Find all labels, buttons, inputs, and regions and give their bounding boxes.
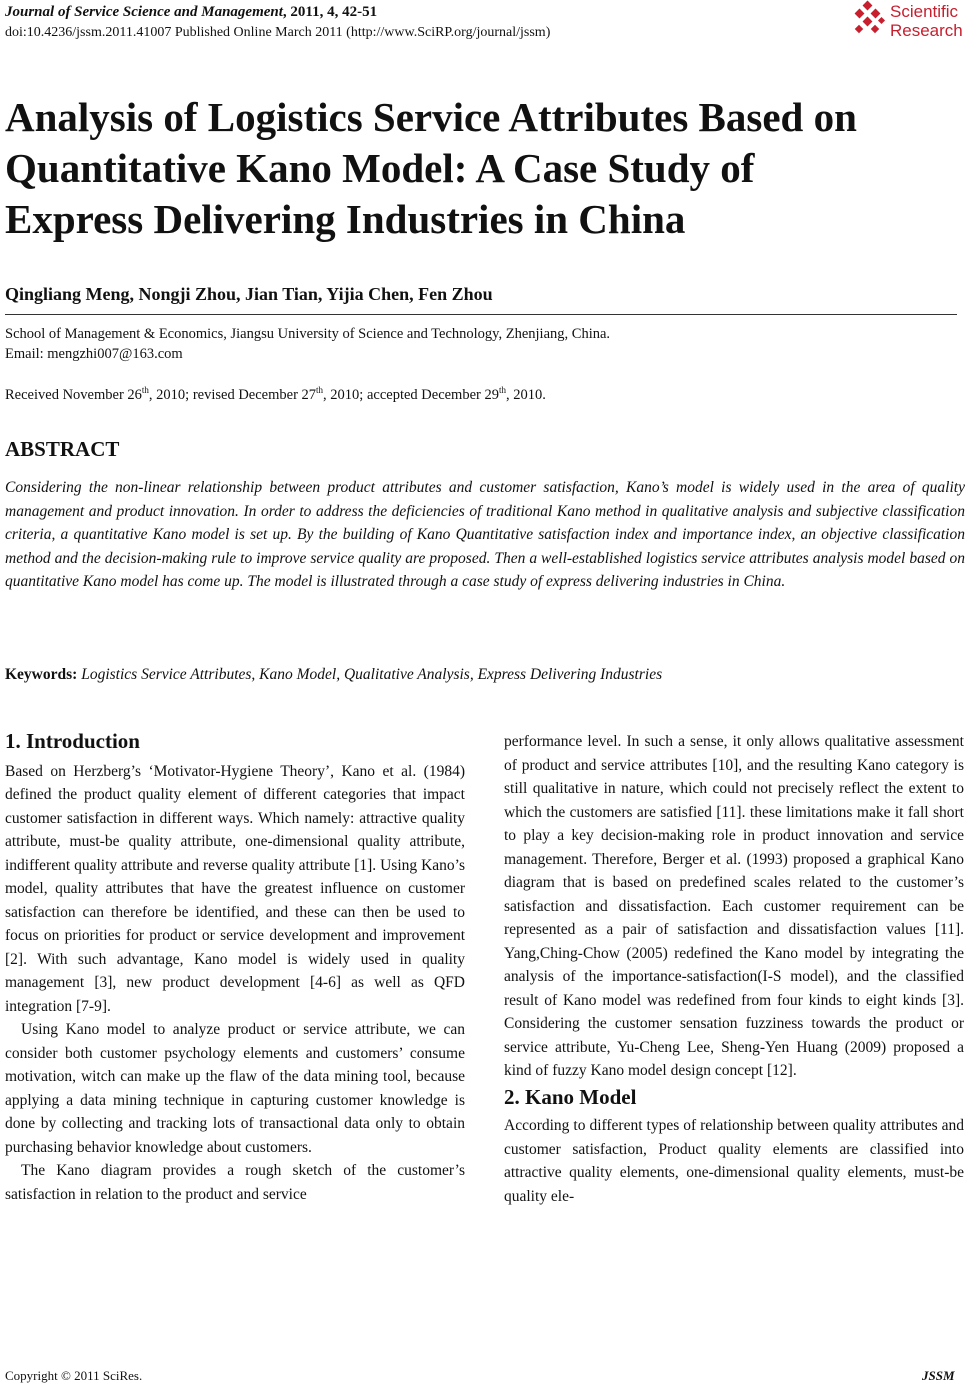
- journal-issue: , 2011, 4, 42-51: [282, 4, 378, 20]
- paragraph: According to different types of relationship between quality attributes and customer satisfaction, Product quality elements are classified into attractive quality elements, one-dimensional quality elements, must-be quality ele-: [504, 1117, 964, 1205]
- date-end: , 2010.: [506, 386, 546, 403]
- journal-header: [5, 4, 377, 21]
- paragraph: Based on Herzberg’s ‘Motivator-Hygiene Theory’, Kano et al. (1984) defined the product quality element of different categories that impact customer satisfaction in different ways. Which namely: attractive quality attribute, must-be quality attribute, one-dimensional quality attribute, indifferent quality attribute and reverse quality attribute [1]. Using Kano’s model, quality attributes that have the greatest influence on customer satisfaction can therefore be identified, and these can then be used to focus on priorities for product or service development and improvement [2]. With such advantage, Kano model is widely used in quality management [3], new product development [4-6] as well as QFD integration [7-9].: [5, 762, 465, 1015]
- publisher-line-1: Scientific: [890, 2, 959, 21]
- keywords-label: Keywords: [5, 666, 73, 683]
- journal-name: Journal of Service Science and Management: [5, 4, 283, 20]
- ordinal-suffix: th: [498, 385, 506, 395]
- title-divider: [5, 314, 957, 315]
- publisher-line-2: Research: [890, 21, 963, 40]
- received-dates: [5, 385, 546, 404]
- email: Email: mengzhi007@163.com: [5, 346, 183, 362]
- paper-title: [5, 92, 955, 245]
- paragraph: The Kano diagram provides a rough sketch of the customer’s satisfaction in relation to the product and service: [5, 1162, 465, 1203]
- paragraph: performance level. In such a sense, it only allows qualitative assessment of product and service attributes [10], and the resulting Kano category is still qualitative in nature, which could not precisely reflect the extent to which the customers are satisfied [11]. these limitations make it fall short to play a key decision-making role in product innovation and service management. Therefore, Berger et al. (1993) proposed a graphical Kano diagram that is based on predefined scales related to the customer’s satisfaction and dissatisfaction. Each customer requirement can be represented as a pair of satisfaction and dissatisfaction values [11]. Yang,Ching-Chow (2005) redefined the Kano model by integrating the analysis of the importance-satisfaction(I-S model), and the classified result of Kano model was redefined from four kinds to eight kinds [3]. Considering the customer sensation fuzziness towards the product or service attribute, Yu-Cheng Lee, Sheng-Yen Huang (2009) proposed a kind of fuzzy Kano model design concept [12].: [504, 733, 964, 1079]
- affiliation-block: [5, 324, 610, 364]
- author-list: Qingliang Meng, Nongji Zhou, Jian Tian, Yijia Chen, Fen Zhou: [5, 284, 493, 304]
- copyright: Copyright © 2011 SciRes.: [5, 1368, 143, 1383]
- keywords-sep: :: [72, 666, 82, 683]
- keywords: [5, 666, 662, 684]
- revised-text: , 2010; revised December 27: [148, 386, 317, 403]
- title-line-3: Express Delivering Industries in China: [5, 196, 686, 242]
- affiliation: School of Management & Economics, Jiangsu University of Science and Technology, Zhenjiang, China.: [5, 326, 611, 342]
- ordinal-suffix: th: [141, 385, 149, 395]
- title-line-1: Analysis of Logistics Service Attributes Based on: [5, 94, 857, 140]
- ordinal-suffix: th: [316, 385, 324, 395]
- section-2-heading: 2. Kano Model: [504, 1084, 637, 1109]
- paragraph: Using Kano model to analyze product or service attribute, we can consider both customer psychology elements and customers’ consume motivation, witch can make up the flaw of the data mining tool, because applying a data mining technique in capturing customer knowledge is done by collecting and tracking lots of transactional data only to obtain purchasing behavior knowledge about customers.: [5, 1021, 465, 1156]
- scirp-diamond-icon: [852, 0, 888, 40]
- doi-line: doi:10.4236/jssm.2011.41007 Published Online March 2011 (http://www.SciRP.org/journal/jssm): [5, 25, 551, 40]
- abstract-heading-wrap: [5, 437, 119, 462]
- accepted-text: , 2010; accepted December 29: [323, 386, 499, 403]
- publisher-logo: [852, 0, 967, 44]
- abstract-text: Considering the non-linear relationship between product attributes and customer satisfaction, Kano’s model is widely used in the area of quality management and product innovation. In order to address the deficiencies of traditional Kano method in qualitative analysis and subjective classification criteria, a quantitative Kano model is set up. By the building of Kano Quantitative satisfaction index and importance index, an objective classification method and the decision-making rule to improve service quality are proposed. Then a well-established logistics service attributes analysis model based on quantitative Kano model has come up. The model is illustrated through a case study of express delivering industries in China.: [5, 479, 965, 590]
- journal-abbreviation: JSSM: [922, 1368, 955, 1383]
- section-1-heading: 1. Introduction: [5, 729, 140, 753]
- keywords-list: Logistics Service Attributes, Kano Model, Qualitative Analysis, Express Delivering Industries: [81, 666, 663, 683]
- left-column: [5, 730, 465, 1206]
- received-text: Received November 26: [5, 386, 142, 403]
- title-line-2: Quantitative Kano Model: A Case Study of: [5, 145, 755, 191]
- abstract-heading: ABSTRACT: [5, 437, 120, 461]
- right-column: [504, 730, 964, 1208]
- publisher-name: [890, 2, 963, 40]
